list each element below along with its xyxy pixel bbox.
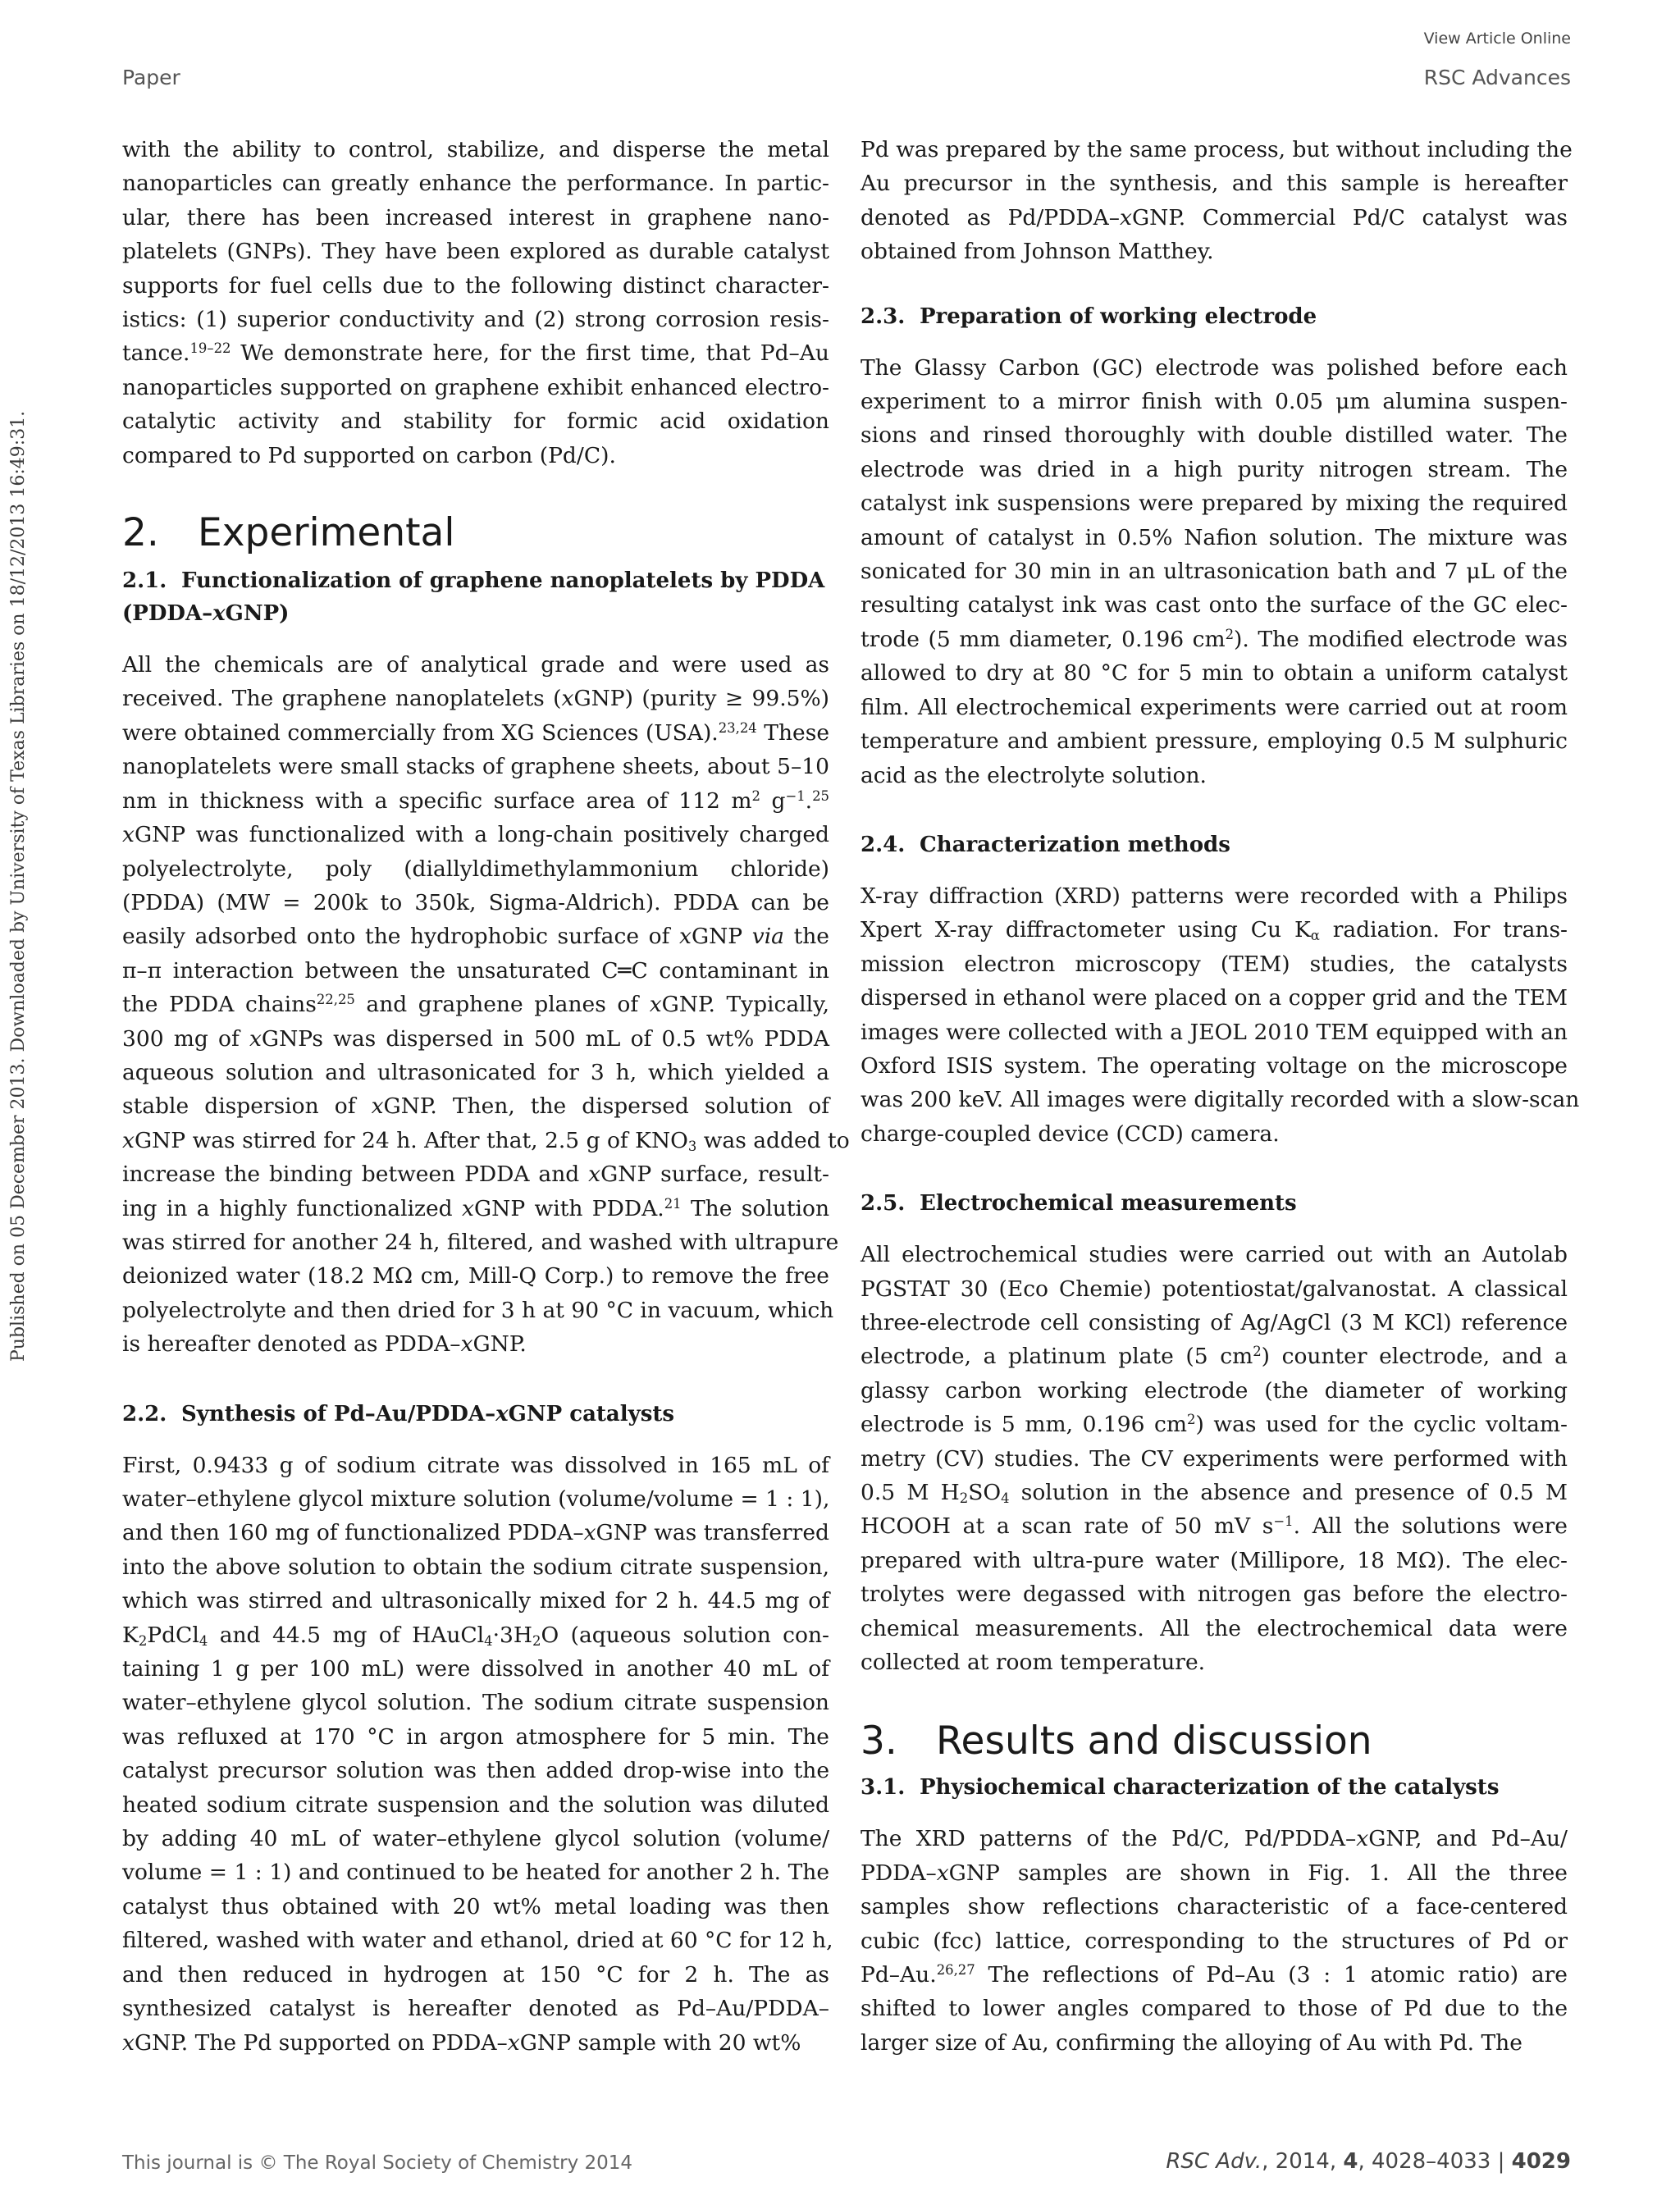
text-line: by adding 40 mL of water–ethylene glycol solution (volume/ [122, 1826, 829, 1852]
text-line: deionized water (18.2 MΩ cm, Mill-Q Corp.) to remove the free [122, 1263, 829, 1289]
footer-copyright: This journal is © The Royal Society of Chemistry 2014 [122, 2152, 633, 2174]
text-line: istics: (1) superior conductivity and (2) strong corrosion resis- [122, 307, 829, 333]
section-2-heading [122, 509, 829, 558]
text-line: nanoparticles can greatly enhance the performance. In partic- [122, 171, 829, 197]
view-article-online-link[interactable]: View Article Online [1423, 30, 1571, 48]
text-line: Xpert X-ray diffractometer using Cu $K_\alpha$ radiation. For trans- [861, 917, 1568, 944]
citation-year: , 2014, [1262, 2149, 1344, 2174]
subsection-title: Synthesis of Pd–Au/PDDA–xGNP catalysts [181, 1401, 675, 1426]
text-line: charge-coupled device (CCD) camera. [861, 1121, 1280, 1147]
text-line: prepared with ultra-pure water (Millipore, 18 MΩ). The elec- [861, 1547, 1568, 1573]
text-line: Pd was prepared by the same process, but without including the [861, 137, 1573, 162]
text-line: acid as the electrolyte solution. [861, 762, 1207, 788]
section-number: 3. [861, 1718, 897, 1764]
text-line: electrode, a platinum plate (5 $cm^2$) counter electrode, and a [861, 1344, 1568, 1370]
subsection-number: 2.1. [122, 568, 167, 594]
text-line: mission electron microscopy (TEM) studies, the catalysts [861, 951, 1568, 977]
text-line: xGNP was functionalized with a long-chain positively charged [122, 822, 829, 848]
text-line: (PDDA) (MW = 200k to 350k, Sigma-Aldrich). PDDA can be [122, 889, 829, 915]
subsection-number: 3.1. [861, 1775, 906, 1801]
text-line: amount of catalyst in 0.5% Nafion solution. The mixture was [861, 524, 1568, 550]
text-line: water–ethylene glycol solution. The sodium citrate suspension [122, 1690, 829, 1716]
subsection-number: 2.2. [122, 1401, 167, 1426]
text-line: First, 0.9433 g of sodium citrate was dissolved in 165 mL of [122, 1452, 829, 1478]
section-title: Results and discussion [936, 1718, 1372, 1764]
text-line: the PDDA chains$^{22,25}$ and graphene planes of xGNP. Typically, [122, 992, 830, 1018]
text-line: trode (5 mm diameter, 0.196 $cm^2$). The modified electrode was [861, 626, 1568, 652]
text-line: cubic (fcc) lattice, corresponding to the structures of Pd or [861, 1928, 1568, 1954]
text-line: Au precursor in the synthesis, and this sample is hereafter [861, 171, 1568, 197]
subsection-title: Electrochemical measurements [920, 1191, 1297, 1216]
text-line: film. All electrochemical experiments were carried out at room [861, 694, 1568, 720]
subsection-2-5-heading [861, 1187, 1568, 1220]
text-line: aqueous solution and ultrasonicated for 3 h, which yielded a [122, 1059, 829, 1085]
text-line: xGNP was stirred for 24 h. After that, 2.5 g of $KNO_3$ was added to [122, 1127, 850, 1154]
text-line: tance.$^{19-22}$ We demonstrate here, for the first time, that Pd–Au [122, 340, 829, 367]
right-column [861, 133, 1580, 2060]
footer-citation [1166, 2149, 1571, 2174]
text-line: catalytic activity and stability for formic acid oxidation [122, 409, 829, 435]
subsection-title-line-1: Functionalization of graphene nanoplatelets by PDDA [181, 568, 825, 594]
citation-volume: 4 [1343, 2149, 1358, 2174]
section-title: Experimental [198, 510, 455, 556]
text-line: All electrochemical studies were carried out with an Autolab [861, 1242, 1568, 1268]
intro-paragraph [122, 133, 829, 472]
text-line: supports for fuel cells due to the following distinct character- [122, 272, 829, 299]
paragraph-2-5 [861, 1238, 1568, 1679]
paragraph-3-1 [861, 1822, 1568, 2060]
paragraph-2-2 [122, 1449, 833, 2060]
subsection-title: Characterization methods [920, 832, 1230, 857]
subsection-title: Preparation of working electrode [920, 304, 1317, 329]
text-line: larger size of Au, confirming the alloying of Au with Pd. The [861, 2029, 1522, 2056]
text-line: stable dispersion of xGNP. Then, the dispersed solution of [122, 1093, 830, 1120]
text-line: is hereafter denoted as PDDA–xGNP. [122, 1331, 527, 1358]
text-line: compared to Pd supported on carbon (Pd/C). [122, 442, 616, 468]
subsection-number: 2.5. [861, 1191, 906, 1216]
text-line: sonicated for 30 min in an ultrasonication bath and 7 μL of the [861, 559, 1568, 585]
text-line: nanoparticles supported on graphene exhibit enhanced electro- [122, 374, 829, 400]
text-line: Pd–Au.$^{26,27}$ The reflections of Pd–Au (3 : 1 atomic ratio) are [861, 1962, 1568, 1988]
header-journal-name: RSC Advances [1423, 66, 1571, 89]
paragraph-2-4 [861, 879, 1580, 1151]
text-line: obtained from Johnson Matthey. [861, 239, 1214, 265]
text-line: xGNP. The Pd supported on PDDA–xGNP sample with 20 wt% [122, 2029, 801, 2056]
subsection-2-3-heading [861, 300, 1568, 333]
text-line: The Glassy Carbon (GC) electrode was polished before each [861, 354, 1568, 381]
subsection-number: 2.3. [861, 304, 906, 329]
citation-separator: | [1491, 2149, 1512, 2174]
text-line: filtered, washed with water and ethanol, dried at 60 °C for 12 h, [122, 1928, 833, 1954]
text-line: $K_2PdCl_4$ and 44.5 mg of $HAuCl_4\cdot 3H_2O$ (aqueous solution con- [122, 1622, 830, 1649]
text-line: water–ethylene glycol mixture solution (volume/volume = 1 : 1), [122, 1486, 830, 1512]
text-line: PDDA–xGNP samples are shown in Fig. 1. All the three [861, 1860, 1568, 1886]
text-line: catalyst thus obtained with 20 wt% metal loading was then [122, 1893, 829, 1919]
subsection-2-4-heading [861, 828, 1568, 861]
text-line: resulting catalyst ink was cast onto the surface of the GC elec- [861, 592, 1568, 618]
text-line: which was stirred and ultrasonically mixed for 2 h. 44.5 mg of [122, 1588, 829, 1614]
text-line: metry (CV) studies. The CV experiments were performed with [861, 1445, 1568, 1472]
text-line: images were collected with a JEOL 2010 TEM equipped with an [861, 1019, 1568, 1045]
subsection-number: 2.4. [861, 832, 906, 857]
text-line: nanoplatelets were small stacks of graphene sheets, about 5–10 [122, 754, 829, 780]
text-line: three-electrode cell consisting of Ag/AgCl (3 M KCl) reference [861, 1309, 1568, 1335]
text-line: chemical measurements. All the electrochemical data were [861, 1615, 1568, 1641]
text-line: glassy carbon working electrode (the diameter of working [861, 1377, 1568, 1404]
text-line: easily adsorbed onto the hydrophobic surface of xGNP via the [122, 924, 829, 950]
text-line: samples show reflections characteristic of a face-centered [861, 1894, 1568, 1920]
subsection-2-2-heading [122, 1398, 829, 1431]
text-line: was stirred for another 24 h, filtered, and washed with ultrapure [122, 1229, 839, 1255]
text-line: 300 mg of xGNPs was dispersed in 500 mL of 0.5 wt% PDDA [122, 1025, 829, 1052]
section-3-heading [861, 1717, 1568, 1766]
paragraph-2-1 [122, 648, 850, 1362]
subsection-title: Physiochemical characterization of the catalysts [920, 1775, 1500, 1801]
section-number: 2. [122, 510, 159, 556]
text-line: increase the binding between PDDA and xGNP surface, result- [122, 1162, 829, 1188]
text-line: ing in a highly functionalized xGNP with PDDA.$^{21}$ The solution [122, 1195, 830, 1221]
continuation-paragraph [861, 133, 1573, 269]
text-line: was refluxed at 170 °C in argon atmosphere for 5 min. The [122, 1723, 829, 1750]
text-line: nm in thickness with a specific surface area of 112 $m^2$ $g^{-1}.^{25}$ [122, 787, 830, 814]
citation-pages: , 4028–4033 [1358, 2149, 1491, 2174]
text-line: received. The graphene nanoplatelets (xGNP) (purity ≥ 99.5%) [122, 686, 829, 712]
subsection-3-1-heading [861, 1771, 1568, 1804]
text-line: volume = 1 : 1) and continued to be heated for another 2 h. The [122, 1860, 829, 1886]
header-section-label: Paper [122, 66, 180, 89]
text-line: trolytes were degassed with nitrogen gas before the electro- [861, 1582, 1568, 1608]
citation-journal: RSC Adv. [1166, 2149, 1262, 2174]
text-line: experiment to a mirror finish with 0.05 μm alumina suspen- [861, 389, 1568, 415]
text-line: were obtained commercially from XG Sciences (USA).$^{23,24}$ These [122, 719, 829, 746]
text-line: catalyst precursor solution was then added drop-wise into the [122, 1758, 829, 1784]
paragraph-2-3 [861, 351, 1568, 792]
text-line: The XRD patterns of the Pd/C, Pd/PDDA–xGNP, and Pd–Au/ [861, 1826, 1568, 1852]
left-column [122, 133, 850, 2060]
subsection-2-1-heading [122, 564, 829, 630]
text-line: 0.5 M $H_2SO_4$ solution in the absence and presence of 0.5 M [861, 1480, 1568, 1507]
text-line: π–π interaction between the unsaturated C═C contaminant in [122, 957, 829, 984]
text-line: HCOOH at a scan rate of 50 mV $s^{-1}$. All the solutions were [861, 1513, 1568, 1540]
side-note-text: Published on 05 December 2013. Downloaded by University of Texas Libraries on 18/12/2013 16:49:31. [8, 410, 29, 1362]
text-line: sions and rinsed thoroughly with double distilled water. The [861, 422, 1568, 449]
text-line: catalyst ink suspensions were prepared by mixing the required [861, 491, 1568, 517]
text-line: platelets (GNPs). They have been explored as durable catalyst [122, 239, 829, 265]
text-line: denoted as Pd/PDDA–xGNP. Commercial Pd/C catalyst was [861, 204, 1568, 230]
text-line: dispersed in ethanol were placed on a copper grid and the TEM [861, 985, 1568, 1011]
text-line: with the ability to control, stabilize, and disperse the metal [122, 137, 829, 162]
text-line: and then reduced in hydrogen at 150 °C for 2 h. The as [122, 1961, 829, 1988]
text-line: All the chemicals are of analytical grade and were used as [122, 652, 829, 678]
text-line: polyelectrolyte, poly (diallyldimethylammonium chloride) [122, 856, 829, 882]
text-line: ular, there has been increased interest in graphene nano- [122, 204, 829, 230]
text-line: temperature and ambient pressure, employing 0.5 M sulphuric [861, 728, 1568, 755]
text-line: PGSTAT 30 (Eco Chemie) potentiostat/galvanostat. A classical [861, 1276, 1568, 1302]
text-line: Oxford ISIS system. The operating voltage on the microscope [861, 1052, 1568, 1079]
text-line: X-ray diffraction (XRD) patterns were recorded with a Philips [861, 883, 1568, 909]
text-line: synthesized catalyst is hereafter denoted as Pd–Au/PDDA– [122, 1996, 829, 2022]
subsection-title-line-2: (PDDA–xGNP) [122, 601, 290, 627]
text-line: was 200 keV. All images were digitally recorded with a slow-scan [861, 1087, 1580, 1113]
text-line: shifted to lower angles compared to those of Pd due to the [861, 1996, 1568, 2022]
text-line: collected at room temperature. [861, 1650, 1206, 1676]
text-line: electrode was dried in a high purity nitrogen stream. The [861, 456, 1568, 482]
text-line: taining 1 g per 100 mL) were dissolved in another 40 mL of [122, 1656, 829, 1682]
text-line: allowed to dry at 80 °C for 5 min to obtain a uniform catalyst [861, 660, 1568, 687]
text-line: and then 160 mg of functionalized PDDA–xGNP was transferred [122, 1520, 829, 1546]
page-number: 4029 [1511, 2149, 1571, 2174]
text-line: polyelectrolyte and then dried for 3 h at 90 °C in vacuum, which [122, 1297, 834, 1323]
text-line: electrode is 5 mm, 0.196 $cm^2$) was used for the cyclic voltam- [861, 1412, 1568, 1438]
text-line: heated sodium citrate suspension and the solution was diluted [122, 1791, 829, 1818]
text-line: into the above solution to obtain the sodium citrate suspension, [122, 1554, 829, 1580]
